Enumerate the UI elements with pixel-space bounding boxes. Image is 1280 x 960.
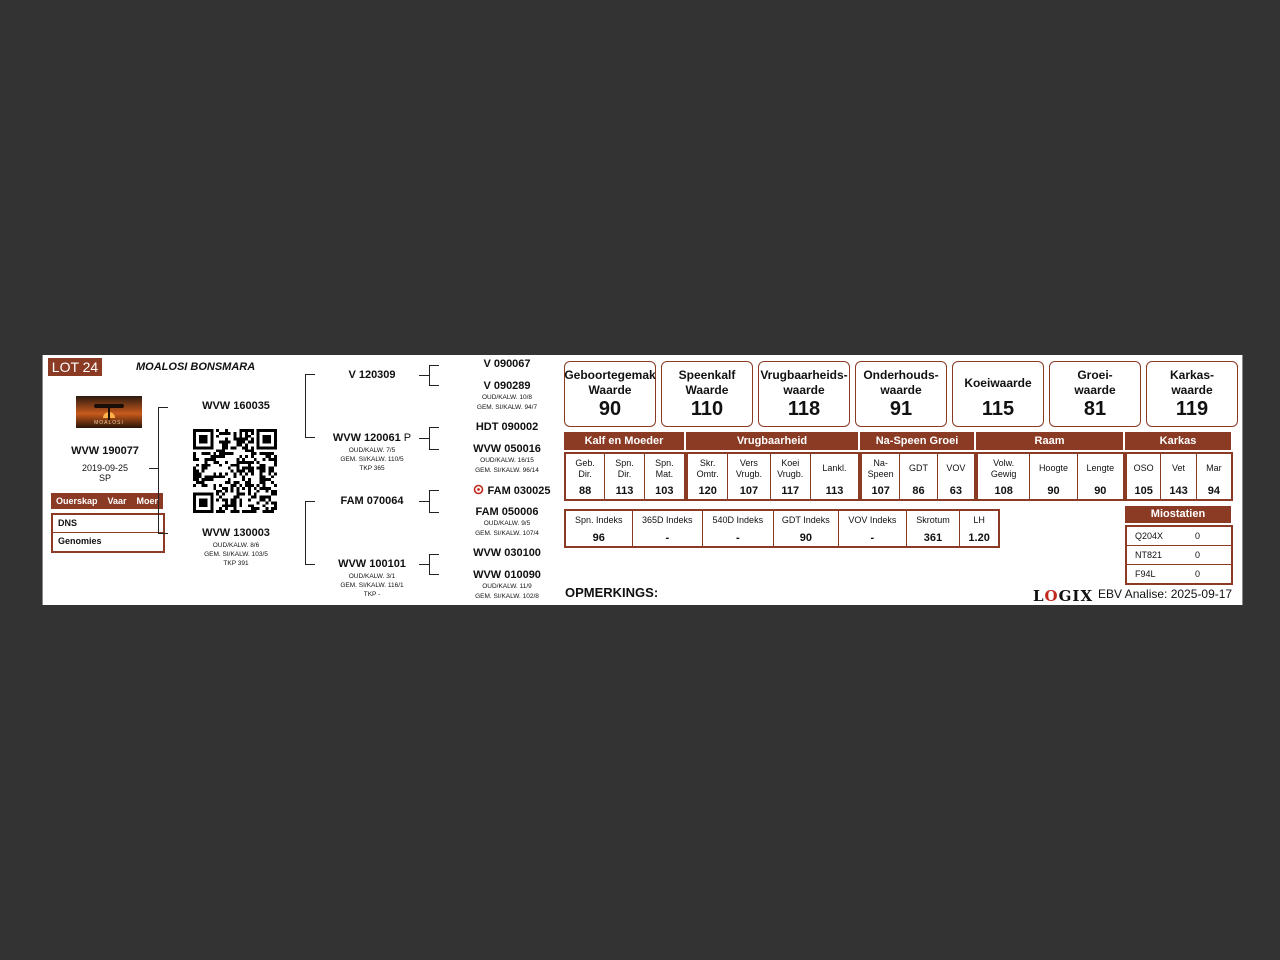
ebv-value: 94 — [1207, 485, 1220, 497]
parentage-label: Ouerskap — [55, 496, 98, 506]
index-box — [758, 361, 850, 427]
logo-text: MOALOSI — [94, 420, 124, 426]
ebv-value: 107 — [871, 485, 890, 497]
ebv-cell — [1161, 454, 1196, 499]
ddd-id: WVW 010090 — [473, 569, 541, 581]
ebv-cell — [1030, 454, 1077, 499]
ebv-header: Spn. Mat. — [655, 457, 674, 479]
ddd-age: OUD/KALW. 11/9 — [482, 583, 532, 590]
ebv-value: 86 — [912, 485, 925, 497]
analysis-date: EBV Analise: 2025-09-17 — [1098, 587, 1233, 601]
sds-id: HDT 090002 — [475, 421, 539, 433]
myostatin-name: F94L — [1135, 569, 1156, 579]
ssd-weight: GEM. SI/KALW. 94/7 — [476, 404, 538, 411]
index-value: 81 — [1083, 398, 1107, 420]
ebv-header: Geb. Dir. — [575, 457, 595, 479]
ebv-cell — [566, 454, 605, 499]
dss-number: FAM 030025 — [487, 485, 551, 497]
ebv-value: 88 — [579, 485, 592, 497]
animal-id: WVW 190077 — [71, 445, 139, 457]
logo-letter-l: L — [1033, 587, 1045, 605]
index-box — [1146, 361, 1238, 427]
dds-id: WVW 030100 — [473, 547, 541, 559]
extra-header: Skrotum — [916, 515, 950, 525]
index-label: Groei- waarde — [1074, 368, 1116, 397]
index-value: 110 — [690, 398, 724, 420]
extra-cell — [907, 511, 961, 546]
ebv-header: GDT — [909, 463, 928, 473]
ddd-weight: GEM. SI/KALW. 102/8 — [475, 593, 539, 600]
sire-dam-tkp: TKP 365 — [359, 465, 385, 472]
myostatin-value: 0 — [1195, 569, 1201, 579]
ebv-header: Spn. Dir. — [615, 457, 634, 479]
ebv-value: 117 — [781, 485, 800, 497]
extra-value: 90 — [799, 532, 812, 544]
animal-card — [42, 355, 1243, 605]
index-value: 115 — [981, 398, 1015, 420]
myostatin-row — [1127, 527, 1231, 545]
sdd-id: WVW 050016 — [473, 443, 541, 455]
ssd-id: V 090289 — [483, 380, 531, 392]
ebv-value: 63 — [949, 485, 962, 497]
index-box — [952, 361, 1044, 427]
ebv-value: 90 — [1094, 485, 1107, 497]
ebv-header: VOV — [946, 463, 966, 473]
index-label: Speenkalf Waarde — [678, 368, 736, 397]
ebv-cell — [811, 454, 858, 499]
extra-header: GDT Indeks — [781, 515, 830, 525]
qr-code[interactable] — [193, 429, 277, 513]
ebv-value: 113 — [825, 485, 844, 497]
index-label: Geboortegemak Waarde — [564, 368, 656, 397]
ebv-value: 103 — [655, 485, 674, 497]
ebv-cell — [728, 454, 770, 499]
sire-dam-number: WVW 120061 — [332, 432, 401, 444]
ebv-value: 113 — [615, 485, 634, 497]
ebv-value: 107 — [739, 485, 759, 497]
index-box — [855, 361, 947, 427]
extra-cell — [960, 511, 998, 546]
ebv-header: OSO — [1133, 463, 1154, 473]
lot-badge: LOT 24 — [48, 358, 102, 376]
extra-cell — [703, 511, 774, 546]
ebv-value: 105 — [1134, 485, 1153, 497]
index-value: 118 — [787, 398, 821, 420]
ebv-table-calf-dam — [564, 452, 686, 501]
ebv-header: Lankl. — [822, 463, 847, 473]
extra-value: - — [665, 532, 670, 544]
extra-header: 365D Indeks — [642, 515, 693, 525]
dam-age: OUD/KALW. 8/6 — [212, 542, 260, 549]
sire-label: Vaar — [107, 496, 127, 506]
sire-dam-id — [325, 432, 419, 444]
ebv-table-fertility — [686, 452, 860, 501]
ebv-table-frame — [976, 452, 1125, 501]
ebv-header: Volw. Gewig — [990, 457, 1017, 479]
sire-dam-age: OUD/KALW. 7/5 — [348, 447, 396, 454]
ebv-cell — [900, 454, 937, 499]
extra-header: Spn. Indeks — [575, 515, 623, 525]
sire-sire-id: V 120309 — [348, 369, 396, 381]
extra-value: - — [870, 532, 875, 544]
ebv-cell — [688, 454, 728, 499]
extra-cell — [774, 511, 840, 546]
test-dns: DNS — [58, 518, 78, 528]
myostatin-row — [1127, 564, 1231, 583]
ebv-header: Vers Vrugb. — [735, 457, 763, 479]
ebv-header: Vet — [1172, 463, 1186, 473]
index-label: Vrugbaarheids- waarde — [760, 368, 848, 397]
logix-logo — [1033, 587, 1093, 605]
ebv-header: Hoogte — [1038, 463, 1068, 473]
extra-header: LH — [973, 515, 985, 525]
birth-date: 2019-09-25 — [81, 463, 129, 473]
dam-id: WVW 130003 — [202, 527, 270, 539]
ssd-age: OUD/KALW. 10/8 — [481, 394, 533, 401]
myostatin-table — [1125, 525, 1233, 585]
myostatin-title: Miostatien — [1125, 506, 1231, 523]
award-icon — [473, 484, 484, 495]
extra-index-table — [564, 509, 1000, 548]
extra-cell — [839, 511, 907, 546]
dam-dam-tkp: TKP - — [363, 591, 381, 598]
index-box — [564, 361, 656, 427]
group-post-weaning: Na-Speen Groei — [860, 432, 974, 450]
ebv-table-post-weaning — [860, 452, 976, 501]
index-value: 119 — [1175, 398, 1209, 420]
ebv-cell — [645, 454, 684, 499]
sdd-age: OUD/KALW. 16/15 — [480, 457, 534, 464]
index-box — [1049, 361, 1141, 427]
logo-letters-gix: GIX — [1058, 587, 1094, 605]
group-frame: Raam — [976, 432, 1123, 450]
index-label: Karkas- waarde — [1169, 368, 1215, 397]
ebv-cell — [1127, 454, 1161, 499]
extra-header: VOV Indeks — [848, 515, 897, 525]
myostatin-name: Q204X — [1135, 531, 1164, 541]
animal-sex: SP — [98, 473, 111, 483]
sdd-weight: GEM. SI/KALW. 96/14 — [475, 467, 539, 474]
extra-cell — [633, 511, 704, 546]
extra-value: 361 — [923, 532, 943, 544]
ebv-header: Skr. Omtr. — [696, 457, 719, 479]
extra-header: 540D Indeks — [712, 515, 764, 525]
dam-dam-id: WVW 100101 — [338, 558, 406, 570]
dsd-weight: GEM. SI/KALW. 107/4 — [475, 530, 539, 537]
group-calf-dam: Kalf en Moeder — [564, 432, 684, 450]
breeder-name: MOALOSI BONSMARA — [136, 361, 256, 373]
sss-id: V 090067 — [483, 358, 531, 370]
myostatin-value: 0 — [1195, 531, 1201, 541]
index-value: 90 — [598, 398, 622, 420]
breeder-logo — [76, 396, 142, 428]
index-box — [661, 361, 753, 427]
logo-letter-o: O — [1044, 587, 1059, 605]
extra-value: 1.20 — [968, 532, 990, 544]
ebv-cell — [771, 454, 811, 499]
sire-dam-weight: GEM. SI/KALW. 110/5 — [340, 456, 404, 463]
group-fertility: Vrugbaarheid — [686, 432, 858, 450]
dam-dam-weight: GEM. SI/KALW. 116/1 — [340, 582, 404, 589]
index-label: Onderhouds- waarde — [863, 368, 939, 397]
parentage-tests — [51, 513, 165, 553]
ebv-cell — [938, 454, 974, 499]
ebv-cell — [605, 454, 644, 499]
parentage-header — [51, 493, 163, 509]
ebv-cell — [1197, 454, 1231, 499]
dam-weight: GEM. SI/KALW. 103/5 — [204, 551, 268, 558]
dam-label: Moer — [136, 496, 158, 506]
myostatin-row — [1127, 545, 1231, 564]
sire-dam-suffix: P — [403, 432, 412, 444]
dam-tkp: TKP 391 — [223, 560, 249, 567]
ebv-table-carcass — [1125, 452, 1233, 501]
ebv-cell — [1078, 454, 1123, 499]
myostatin-value: 0 — [1195, 550, 1201, 560]
dss-id — [459, 484, 565, 497]
extra-cell — [566, 511, 633, 546]
ebv-value: 90 — [1047, 485, 1060, 497]
ebv-value: 143 — [1169, 485, 1188, 497]
extra-value: 96 — [592, 532, 605, 544]
dsd-id: FAM 050006 — [475, 506, 539, 518]
ebv-cell — [862, 454, 900, 499]
remarks-label: OPMERKINGS: — [565, 585, 659, 600]
sire-id: WVW 160035 — [202, 400, 270, 412]
index-label: Koeiwaarde — [964, 375, 1032, 390]
ebv-header: Lengte — [1086, 463, 1115, 473]
ebv-value: 108 — [994, 485, 1013, 497]
ebv-cell — [978, 454, 1030, 499]
myostatin-name: NT821 — [1135, 550, 1163, 560]
ebv-header: Koei Vrugb. — [777, 457, 804, 479]
index-value: 91 — [889, 398, 913, 420]
dsd-age: OUD/KALW. 9/5 — [483, 520, 531, 527]
ebv-header: Mar — [1206, 463, 1222, 473]
extra-value: - — [735, 532, 740, 544]
group-carcass: Karkas — [1125, 432, 1231, 450]
dam-dam-age: OUD/KALW. 3/1 — [348, 573, 396, 580]
dam-sire-id: FAM 070064 — [340, 495, 404, 507]
ebv-value: 120 — [698, 485, 717, 497]
test-genomics: Genomies — [53, 532, 163, 550]
ebv-header: Na- Speen — [867, 457, 894, 479]
